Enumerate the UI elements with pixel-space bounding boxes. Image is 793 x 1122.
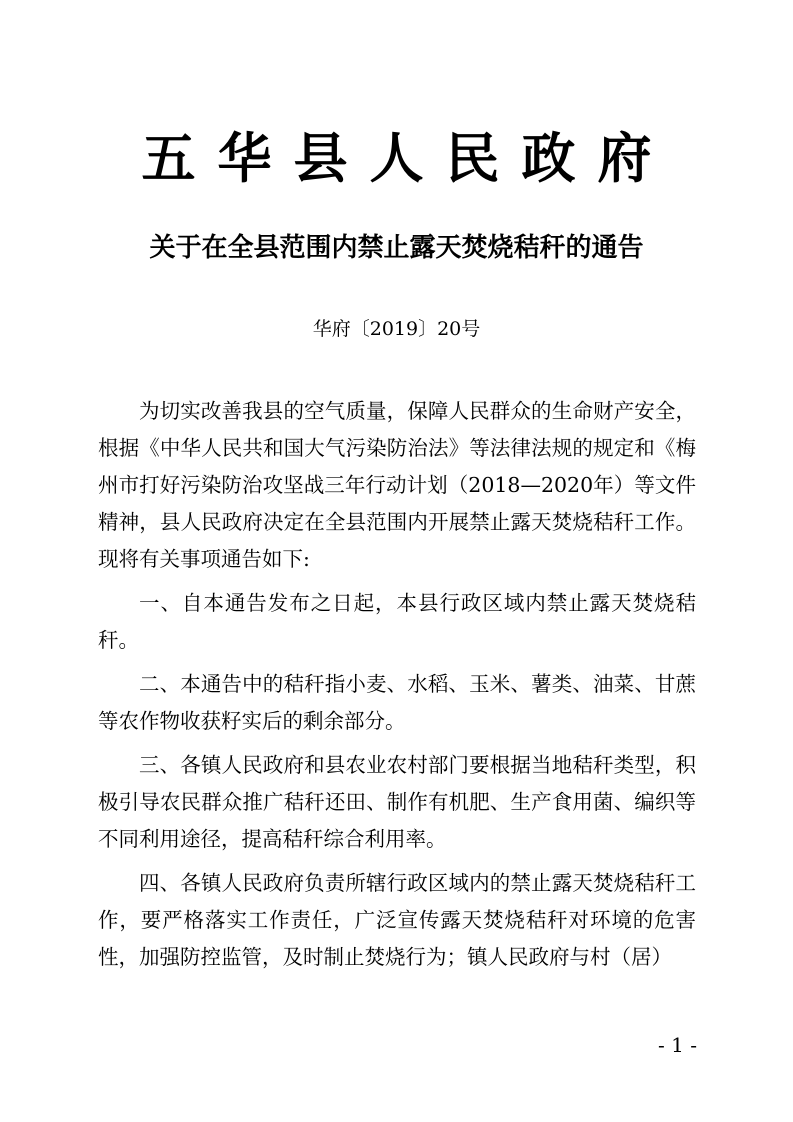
paragraph-intro: 为切实改善我县的空气质量，保障人民群众的生命财产安全，根据《中华人民共和国大气污染防治法》等法律法规的规定和《梅州市打好污染防治攻坚战三年行动计划（2018—2020年）等文件精神，县人民政府决定在全县范围内开展禁止露天焚烧秸秆工作。现将有关事项通告如下: [98, 399, 696, 571]
paragraph-item-1: 一、自本通告发布之日起，本县行政区域内禁止露天焚烧秸秆。 [98, 591, 696, 652]
paragraph-item-2: 二、本通告中的秸秆指小麦、水稻、玉米、薯类、油菜、甘蔗等农作物收获籽实后的剩余部分。 [98, 672, 696, 733]
issuing-authority-title: 五华县人民政府 [141, 126, 674, 190]
paragraph-item-3: 三、各镇人民政府和县农业农村部门要根据当地秸秆类型，积极引导农民群众推广秸秆还田、制作有机肥、生产食用菌、编织等不同利用途径，提高秸秆综合利用率。 [98, 753, 696, 851]
document-title: 关于在全县范围内禁止露天焚烧秸秆的通告 [149, 233, 644, 263]
document-body [98, 393, 696, 983]
paragraph-item-4: 四、各镇人民政府负责所辖行政区域内的禁止露天焚烧秸秆工作，要严格落实工作责任，广泛宣传露天焚烧秸秆对环境的危害性，加强防控监管，及时制止焚烧行为；镇人民政府与村（居） [98, 871, 696, 969]
document-number: 华府〔2019〕20号 [312, 318, 481, 340]
page-number: - 1 - [658, 1033, 697, 1057]
